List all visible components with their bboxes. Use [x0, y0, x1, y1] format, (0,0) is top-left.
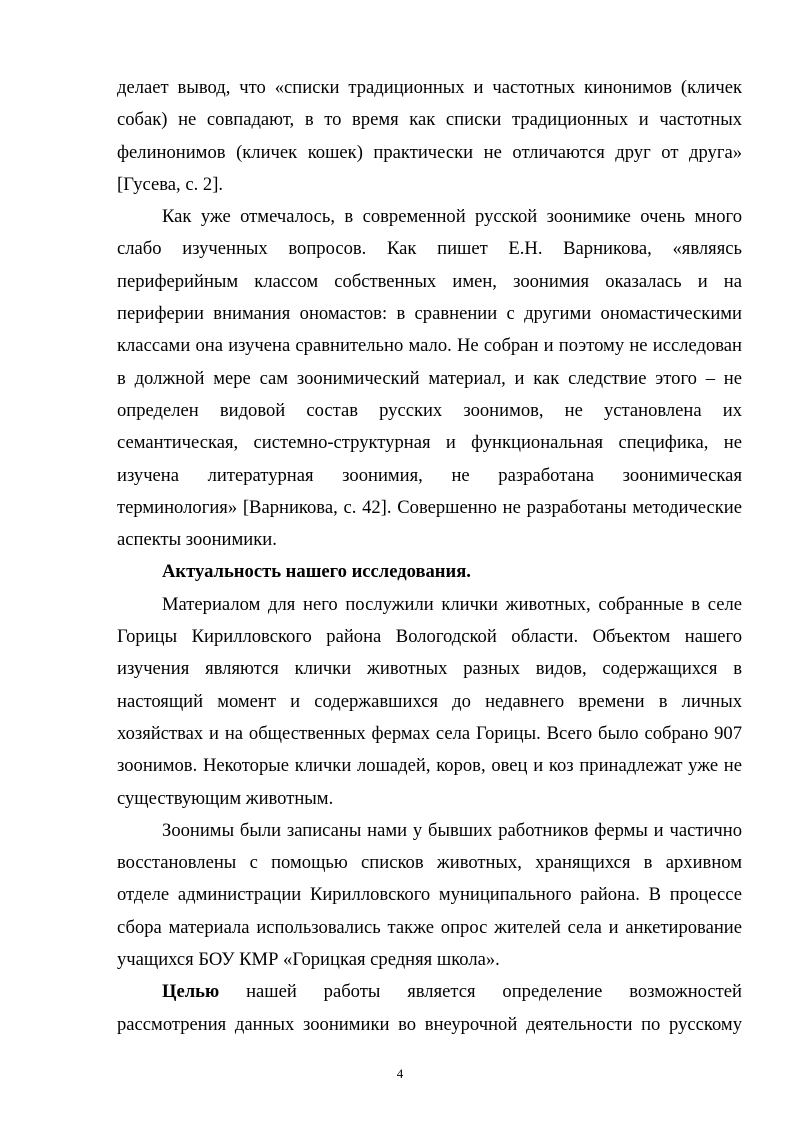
text-line-1: делает вывод, что «списки традиционных и частотных кинонимов (кличек: [117, 77, 742, 98]
bold-term: Целью: [162, 981, 220, 1003]
text-line-5: Как уже отмечалось, в современной русской зоонимике очень много: [162, 206, 742, 228]
text-line-20: настоящий момент и содержавшихся до недавнего времени в личных: [117, 690, 742, 712]
text-line-27: сбора материала использовались также опрос жителей села и анкетирование: [117, 916, 742, 938]
text-line-4: [Гусева, с. 2].: [117, 173, 224, 195]
text-line-3: фелинонимов (кличек кошек) практически не отличаются друг от друга»: [117, 141, 742, 163]
text-line-30: рассмотрения данных зоонимики во внеурочной деятельности по русскому: [117, 1013, 742, 1035]
text-line-12: семантическая, системно-структурная и функциональная специфика, не: [117, 432, 742, 454]
text-line-9: классами она изучена сравнительно мало. Не собран и поэтому не исследован: [117, 335, 742, 357]
text-line-8: периферии внимания ономастов: в сравнении с другими ономастическими: [117, 303, 742, 325]
text-line-6: слабо изученных вопросов. Как пишет Е.Н. Варникова, «являясь: [117, 238, 742, 260]
text-line-26: отделе администрации Кирилловского муниципального района. В процессе: [117, 884, 742, 906]
text-line-28: учащихся БОУ КМР «Горицкая средняя школа».: [117, 949, 500, 971]
text-line-14: терминология» [Варникова, с. 42]. Совершенно не разработаны методические: [117, 496, 742, 518]
text-line-2: собак) не совпадают, в то время как списки традиционных и частотных: [117, 109, 742, 131]
text-line-29: [117, 976, 742, 1008]
text-line-17: Материалом для него послужили клички животных, собранные в селе: [162, 593, 742, 615]
text-line-7: периферийным классом собственных имен, зоонимия оказалась и на: [117, 270, 742, 292]
text-line-29-rest: нашей работы является определение возможностей: [246, 981, 742, 1003]
text-line-21: хозяйствах и на общественных фермах села Горицы. Всего было собрано 907: [117, 722, 742, 744]
text-line-11: определен видовой состав русских зоонимов, не установлена их: [117, 399, 742, 421]
text-line-22: зоонимов. Некоторые клички лошадей, коров, овец и коз принадлежат уже не: [117, 755, 742, 777]
text-line-19: изучения являются клички животных разных видов, содержащихся в: [117, 658, 742, 680]
document-page: [117, 72, 742, 1041]
text-line-23: существующим животным.: [117, 787, 334, 809]
section-heading: Актуальность нашего исследования.: [162, 561, 471, 583]
text-line-18: Горицы Кирилловского района Вологодской области. Объектом нашего: [117, 626, 742, 648]
text-line-13: изучена литературная зоонимия, не разработана зоонимическая: [117, 464, 742, 486]
page-number: 4: [396, 1066, 404, 1081]
text-line-24: Зоонимы были записаны нами у бывших работников фермы и частично: [162, 819, 742, 841]
text-line-15: аспекты зоонимики.: [117, 529, 277, 551]
text-line-25: восстановлены с помощью списков животных, хранящихся в архивном: [117, 852, 742, 874]
text-line-10: в должной мере сам зоонимический материал, и как следствие этого – не: [117, 367, 742, 389]
